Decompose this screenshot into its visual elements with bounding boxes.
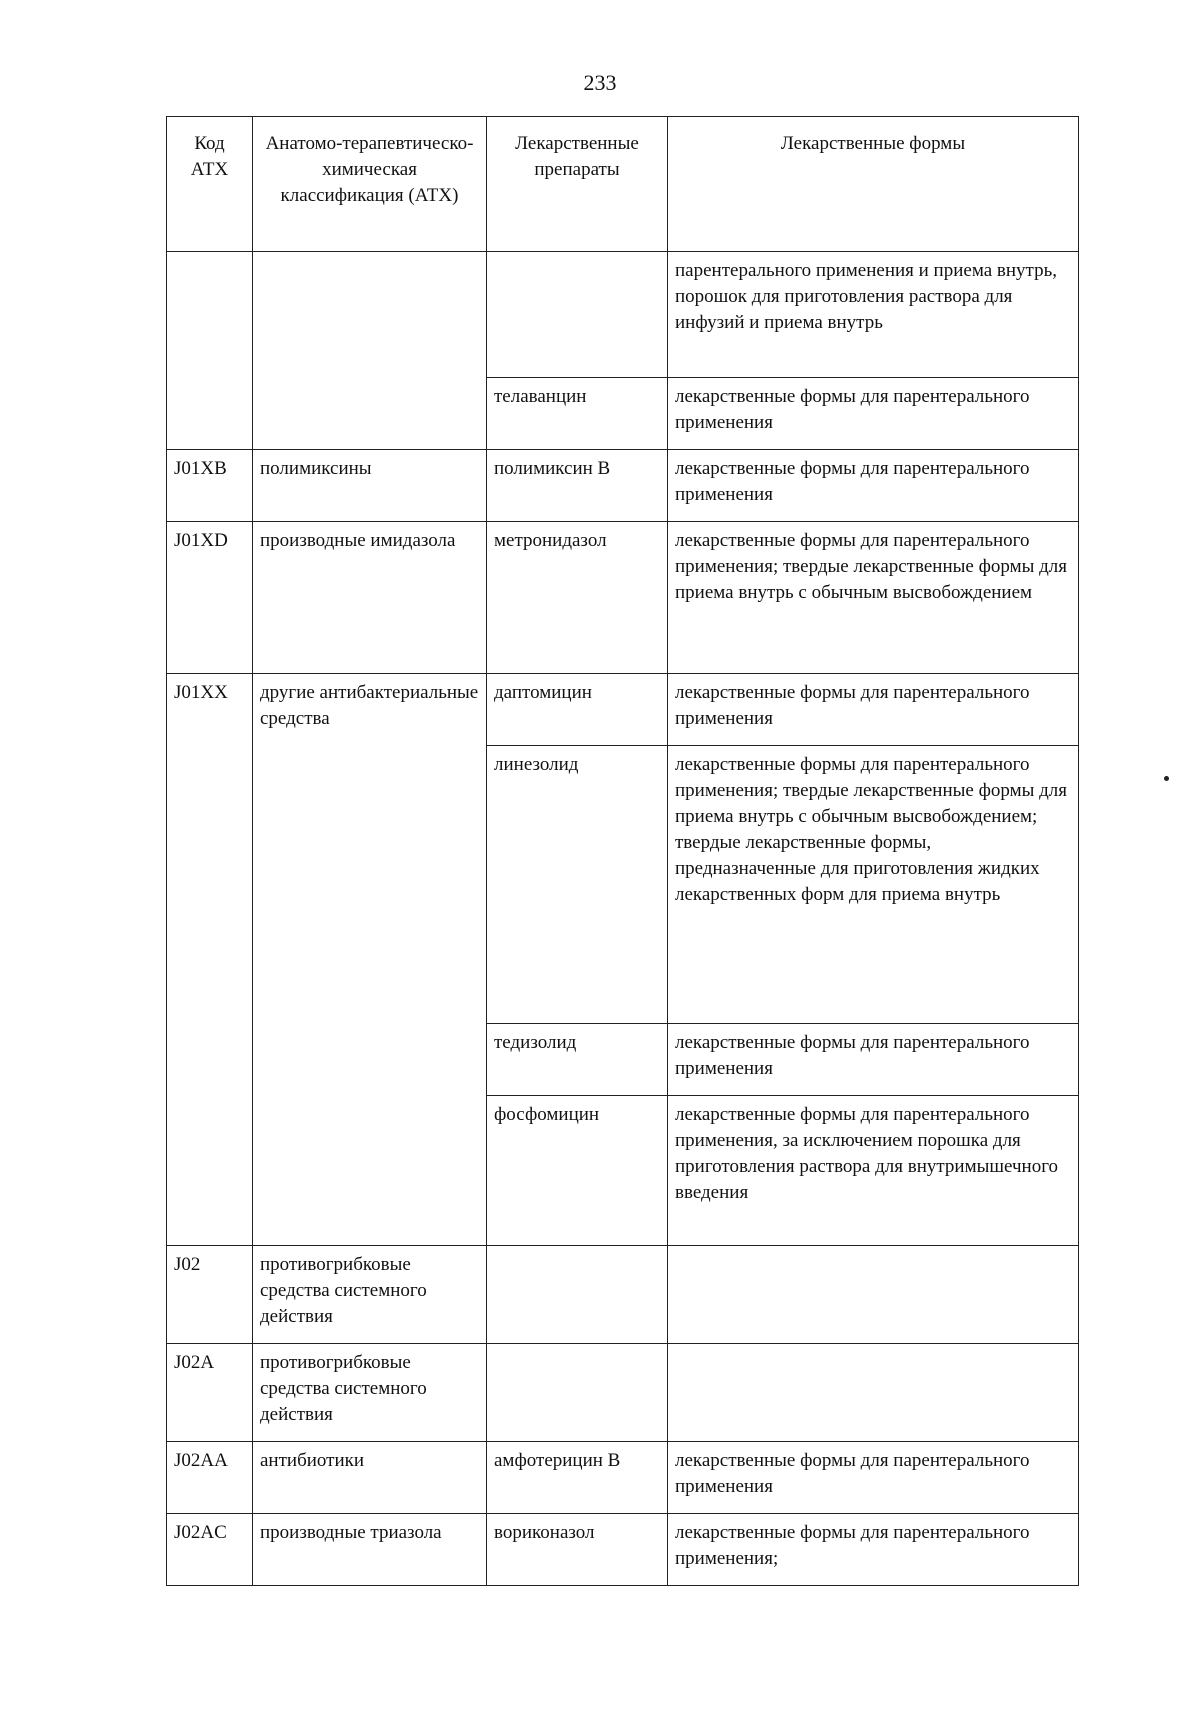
forms-cell: лекарственные формы для парентерального применения; твердые лекарственные формы для приема внутрь с обычным высвобождением bbox=[668, 522, 1079, 674]
table-row bbox=[167, 1514, 1079, 1586]
table-row bbox=[167, 1442, 1079, 1514]
drug-cell: полимиксин В bbox=[487, 450, 668, 522]
classification-cell: другие антибактериальные средства bbox=[253, 674, 487, 1246]
table-row bbox=[167, 450, 1079, 522]
forms-cell: лекарственные формы для парентерального применения bbox=[668, 1024, 1079, 1096]
drug-cell: вориконазол bbox=[487, 1514, 668, 1586]
forms-cell: лекарственные формы для парентерального применения, за исключением порошка для приготовления раствора для внутримышечного введения bbox=[668, 1096, 1079, 1246]
forms-cell: лекарственные формы для парентерального применения; bbox=[668, 1514, 1079, 1586]
table-row bbox=[167, 522, 1079, 674]
drug-cell: даптомицин bbox=[487, 674, 668, 746]
classification-cell: противогрибковые средства системного действия bbox=[253, 1344, 487, 1442]
code-cell: J01XX bbox=[167, 674, 253, 1246]
header-code: Код АТХ bbox=[167, 117, 253, 252]
drug-cell: телаванцин bbox=[487, 378, 668, 450]
scan-dot bbox=[1164, 776, 1169, 781]
code-cell: J02AC bbox=[167, 1514, 253, 1586]
code-cell bbox=[167, 252, 253, 450]
table-row bbox=[167, 1344, 1079, 1442]
code-cell: J02 bbox=[167, 1246, 253, 1344]
forms-cell: лекарственные формы для парентерального применения; твердые лекарственные формы для приема внутрь с обычным высвобождением; твердые лекарственные формы, предназначенные для приготовления жидких лекарственных форм для приема внутрь bbox=[668, 746, 1079, 1024]
drug-cell: метронидазол bbox=[487, 522, 668, 674]
classification-cell: антибиотики bbox=[253, 1442, 487, 1514]
code-cell: J02AA bbox=[167, 1442, 253, 1514]
classification-cell: полимиксины bbox=[253, 450, 487, 522]
forms-cell bbox=[668, 1344, 1079, 1442]
drug-cell bbox=[487, 1344, 668, 1442]
classification-cell: противогрибковые средства системного действия bbox=[253, 1246, 487, 1344]
code-cell: J02A bbox=[167, 1344, 253, 1442]
classification-cell: производные триазола bbox=[253, 1514, 487, 1586]
code-cell: J01XB bbox=[167, 450, 253, 522]
table-row bbox=[167, 1246, 1079, 1344]
forms-cell bbox=[668, 1246, 1079, 1344]
drug-cell: тедизолид bbox=[487, 1024, 668, 1096]
drug-cell: амфотерицин В bbox=[487, 1442, 668, 1514]
drug-cell bbox=[487, 252, 668, 378]
classification-cell: производные имидазола bbox=[253, 522, 487, 674]
header-row bbox=[167, 117, 1079, 252]
classification-cell bbox=[253, 252, 487, 450]
forms-cell: лекарственные формы для парентерального применения bbox=[668, 674, 1079, 746]
drug-cell: линезолид bbox=[487, 746, 668, 1024]
table-row bbox=[167, 674, 1079, 746]
header-forms: Лекарственные формы bbox=[668, 117, 1079, 252]
header-drugs: Лекарственные препараты bbox=[487, 117, 668, 252]
forms-cell: лекарственные формы для парентерального применения bbox=[668, 378, 1079, 450]
atx-table bbox=[166, 116, 1079, 1586]
code-cell: J01XD bbox=[167, 522, 253, 674]
header-classification: Анатомо-терапевтическо-химическая классификация (АТХ) bbox=[253, 117, 487, 252]
page-number: 233 bbox=[583, 70, 617, 95]
forms-cell: парентерального применения и приема внутрь, порошок для приготовления раствора для инфузий и приема внутрь bbox=[668, 252, 1079, 378]
forms-cell: лекарственные формы для парентерального применения bbox=[668, 1442, 1079, 1514]
drug-cell: фосфомицин bbox=[487, 1096, 668, 1246]
forms-cell: лекарственные формы для парентерального применения bbox=[668, 450, 1079, 522]
table-row bbox=[167, 252, 1079, 378]
drug-cell bbox=[487, 1246, 668, 1344]
